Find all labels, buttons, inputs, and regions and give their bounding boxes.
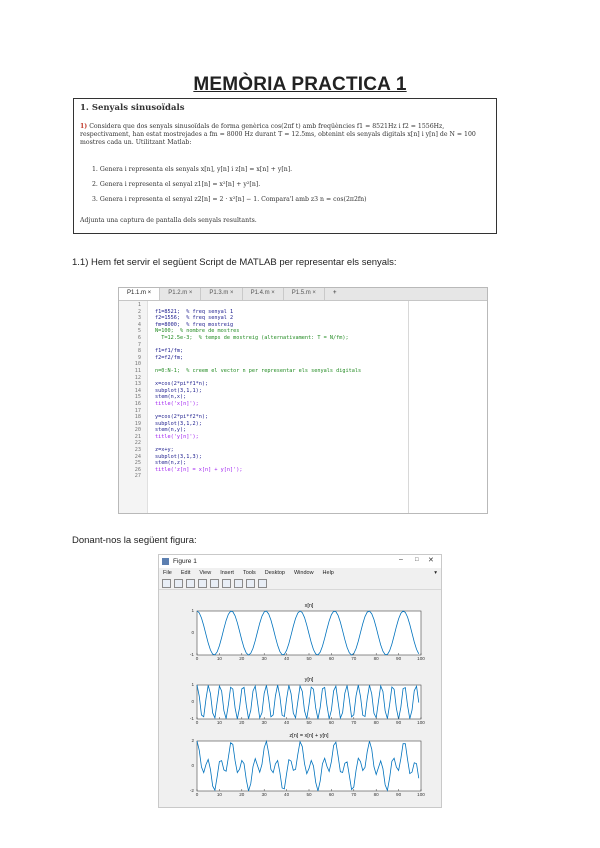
code-line[interactable] (119, 355, 479, 362)
code-line[interactable] (119, 302, 479, 309)
code-text: subplot(3,1,3); (155, 453, 202, 460)
attach-note: Adjunta una captura de pantalla dels senyals resultants. (80, 217, 257, 224)
line-number: 8 (137, 348, 141, 355)
code-area[interactable] (119, 302, 479, 480)
x-tick-label: 60 (328, 792, 334, 797)
code-text: title('x[n]'); (155, 400, 199, 407)
x-tick-label: 70 (351, 720, 357, 725)
code-line[interactable] (119, 394, 479, 401)
subplot-title: x[n] (304, 603, 314, 609)
line-number: 17 (134, 407, 141, 414)
code-text: title('z[n] = x[n] + y[n]'); (155, 466, 243, 473)
x-tick-label: 90 (396, 720, 402, 725)
line-number: 4 (137, 321, 141, 328)
line-number: 11 (134, 367, 141, 374)
x-tick-label: 40 (284, 792, 290, 797)
problem-number: 1) (80, 123, 88, 130)
line-number: 20 (134, 427, 141, 434)
figure-menubar (159, 568, 441, 578)
x-tick-label: 30 (261, 792, 267, 797)
x-tick-label: 20 (239, 792, 245, 797)
figure-toolbar (159, 578, 441, 590)
code-text: stem(n,y); (155, 427, 187, 434)
problem-text: Considera que dos senyals sinusoïdals de forma genèrica cos(2πf t) amb freqüències f1 = 8521Hz i f2 = 1556Hz, respectivament, han estat mostrejades a fm = 8000 Hz durant T = 12.5ms, obtenint els senyals digitals x[n] i y[n] de N = 100 mostres cada un. Utilitzant Matlab: (80, 123, 476, 146)
editor-tab[interactable]: P1.4.m × (243, 288, 284, 300)
line-number: 9 (137, 354, 141, 361)
code-text: subplot(3,1,1); (155, 387, 202, 394)
minimize-icon[interactable]: – (399, 556, 403, 563)
new-figure-icon[interactable] (162, 579, 171, 588)
x-tick-label: 60 (328, 720, 334, 725)
y-tick-label: -1 (189, 652, 194, 657)
figure-plot-area (159, 591, 441, 807)
code-line[interactable] (119, 454, 479, 461)
code-text: subplot(3,1,2); (155, 420, 202, 427)
maximize-icon[interactable]: □ (415, 557, 419, 563)
code-line[interactable] (119, 460, 479, 467)
y-tick-label: 1 (191, 682, 194, 687)
insert-colorbar-icon[interactable] (222, 579, 231, 588)
y-tick-label: 0 (191, 763, 194, 768)
code-line[interactable] (119, 401, 479, 408)
x-tick-label: 80 (373, 656, 379, 661)
add-tab-button[interactable]: + (332, 290, 337, 296)
y-tick-label: -2 (189, 788, 194, 793)
code-text: stem(n,x); (155, 394, 187, 401)
editor-tabs (119, 288, 487, 301)
code-line[interactable] (119, 328, 479, 335)
code-line[interactable] (119, 368, 479, 375)
x-tick-label: 0 (195, 656, 199, 661)
matlab-figure-icon (162, 558, 169, 565)
line-number: 3 (137, 315, 141, 322)
close-icon[interactable]: ✕ (428, 557, 434, 564)
code-line[interactable] (119, 427, 479, 434)
x-tick-label: 20 (239, 656, 245, 661)
code-text: n=0:N-1; % creem el vector n per representar els senyals digitals (155, 367, 362, 374)
code-line[interactable] (119, 381, 479, 388)
code-text: z=x+y; (155, 447, 174, 454)
code-line[interactable] (119, 447, 479, 454)
code-text: f2=1556; % freq senyal 2 (155, 315, 234, 322)
code-line[interactable] (119, 421, 479, 428)
line-number: 7 (137, 341, 141, 348)
code-text: fm=8000; % freq mostreig (155, 321, 234, 328)
menu-file[interactable]: File (163, 570, 172, 576)
save-icon[interactable] (186, 579, 195, 588)
matlab-editor (118, 287, 488, 514)
code-line[interactable] (119, 467, 479, 474)
subplot-axes (197, 741, 421, 791)
line-number: 24 (134, 453, 141, 460)
x-tick-label: 100 (417, 792, 425, 797)
menu-edit[interactable]: Edit (180, 570, 191, 576)
pointer-icon[interactable] (246, 579, 255, 588)
code-text: T=12.5e-3; % temps de mostreig (alternativament: T = N/fm); (155, 334, 349, 341)
editor-tab[interactable]: P1.5.m × (284, 288, 325, 300)
menu-desktop[interactable]: Desktop (264, 570, 285, 576)
intro-text: 1.1) Hem fet servir el següent Script de MATLAB per representar els senyals: (72, 257, 397, 268)
x-tick-label: 80 (373, 720, 379, 725)
line-number: 1 (137, 302, 141, 308)
figure-title: Figure 1 (173, 558, 197, 565)
y-tick-label: 2 (191, 738, 194, 743)
line-number: 21 (134, 433, 141, 440)
subplot-title: z[n] = x[n] + y[n] (289, 733, 329, 739)
problem-statement (80, 123, 490, 147)
x-tick-label: 100 (417, 656, 425, 661)
x-tick-label: 80 (373, 792, 379, 797)
x-tick-label: 30 (261, 720, 267, 725)
line-number: 13 (134, 381, 141, 388)
section-title: 1. Senyals sinusoïdals (80, 103, 185, 113)
line-number: 6 (137, 334, 141, 341)
code-line[interactable] (119, 440, 479, 447)
x-tick-label: 0 (195, 720, 199, 725)
figure-titlebar (159, 555, 441, 568)
x-tick-label: 10 (216, 656, 222, 661)
task-item: 1. Genera i representa els senyals x[n], y[n] i z[n] = x[n] + y[n]. (92, 166, 293, 173)
task-item: 3. Genera i representa el senyal z2[n] = 2 · x²[n] − 1. Compara'l amb z3 n = cos(2π2fn) (92, 196, 367, 203)
code-line[interactable] (119, 309, 479, 316)
line-number: 22 (134, 440, 141, 447)
subplot-title: y[n] (304, 677, 314, 683)
code-text: stem(n,z); (155, 460, 187, 467)
x-tick-label: 50 (306, 720, 312, 725)
x-tick-label: 100 (417, 720, 425, 725)
menu-help[interactable]: Help (322, 570, 334, 576)
line-number: 2 (137, 308, 141, 315)
code-text: f1=8521; % freq senyal 1 (155, 308, 234, 315)
x-tick-label: 60 (328, 656, 334, 661)
assignment-box (73, 98, 497, 234)
code-line[interactable] (119, 408, 479, 415)
editor-tab[interactable]: P1.2.m × (160, 288, 201, 300)
menu-tools[interactable]: Tools (242, 570, 256, 576)
print-icon[interactable] (198, 579, 207, 588)
code-line[interactable] (119, 342, 479, 349)
line-number: 18 (134, 414, 141, 421)
line-number: 12 (134, 374, 141, 381)
code-text: title('y[n]'); (155, 433, 199, 440)
figure-window (158, 554, 442, 808)
task-item: 2. Genera i representa el senyal z1[n] = x²[n] + y²[n]. (92, 181, 261, 188)
link-plot-icon[interactable] (210, 579, 219, 588)
x-tick-label: 50 (306, 656, 312, 661)
code-text: f1=f1/fm; (155, 348, 184, 355)
editor-tab[interactable]: P1.3.m × (201, 288, 242, 300)
code-text: f2=f2/fm; (155, 354, 184, 361)
y-tick-label: 0 (191, 699, 194, 704)
line-number: 19 (134, 420, 141, 427)
x-tick-label: 70 (351, 792, 357, 797)
menu-window[interactable]: Window (293, 570, 314, 576)
code-line[interactable] (119, 434, 479, 441)
page-title: MEMÒRIA PRACTICA 1 (193, 74, 407, 95)
y-tick-label: -1 (189, 716, 194, 721)
y-tick-label: 1 (191, 608, 194, 613)
code-line[interactable] (119, 473, 479, 480)
insert-legend-icon[interactable] (234, 579, 243, 588)
editor-tab[interactable]: P1.1.m × (119, 288, 160, 300)
property-editor-icon[interactable] (258, 579, 267, 588)
code-line[interactable] (119, 388, 479, 395)
line-number: 25 (134, 460, 141, 467)
x-tick-label: 50 (306, 792, 312, 797)
figure-caption: Donant-nos la següent figura: (72, 535, 197, 546)
x-tick-label: 70 (351, 656, 357, 661)
code-line[interactable] (119, 335, 479, 342)
x-tick-label: 10 (216, 720, 222, 725)
code-text: N=100; % nombre de mostres (155, 328, 240, 335)
x-tick-label: 30 (261, 656, 267, 661)
line-number: 15 (134, 394, 141, 401)
code-line[interactable] (119, 361, 479, 368)
code-line[interactable] (119, 315, 479, 322)
menu-view[interactable]: View (199, 570, 212, 576)
line-number: 5 (137, 328, 141, 335)
x-tick-label: 20 (239, 720, 245, 725)
code-line[interactable] (119, 375, 479, 382)
code-text: y=cos(2*pi*f2*n); (155, 414, 209, 421)
code-text: x=cos(2*pi*f1*n); (155, 381, 209, 388)
open-file-icon[interactable] (174, 579, 183, 588)
line-number: 14 (134, 387, 141, 394)
line-number: 10 (134, 361, 141, 368)
line-number: 16 (134, 400, 141, 407)
subplots-svg (159, 591, 441, 807)
line-number: 26 (134, 466, 141, 473)
x-tick-label: 40 (284, 656, 290, 661)
menu-insert[interactable]: Insert (220, 570, 234, 576)
x-tick-label: 90 (396, 656, 402, 661)
code-line[interactable] (119, 414, 479, 421)
x-tick-label: 90 (396, 792, 402, 797)
x-tick-label: 0 (195, 792, 199, 797)
menu-collapse-icon[interactable]: ▾ (434, 570, 437, 576)
x-tick-label: 40 (284, 720, 290, 725)
line-number: 27 (134, 473, 141, 480)
code-line[interactable] (119, 322, 479, 329)
code-line[interactable] (119, 348, 479, 355)
y-tick-label: 0 (191, 630, 194, 635)
line-number: 23 (134, 447, 141, 454)
x-tick-label: 10 (216, 792, 222, 797)
